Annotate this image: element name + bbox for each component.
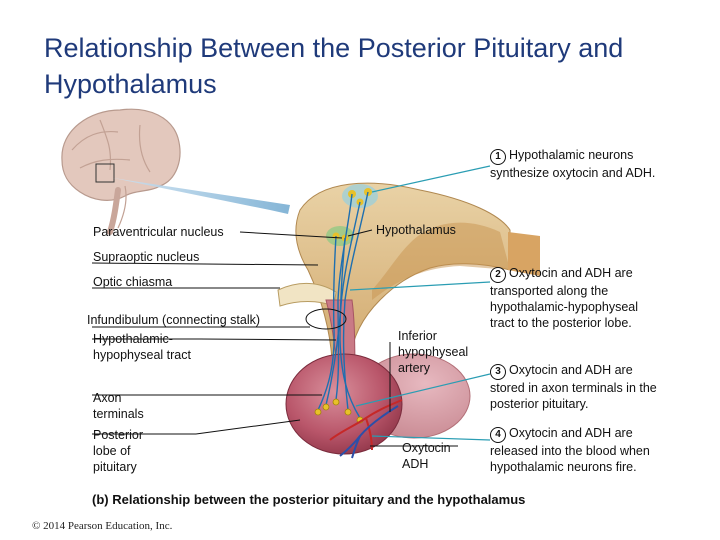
step-2 [490, 265, 660, 331]
figure-caption: (b) Relationship between the posterior pituitary and the hypothalamus [92, 492, 526, 507]
step-text: Oxytocin and ADH are stored in axon terminals in the posterior pituitary. [490, 363, 657, 411]
step-number-badge: 1 [490, 149, 506, 165]
step-3 [490, 362, 660, 412]
copyright-notice: © 2014 Pearson Education, Inc. [32, 520, 173, 532]
step-text: Hypothalamic neurons synthesize oxytocin and ADH. [490, 148, 656, 180]
label-paraventricular-nucleus: Paraventricular nucleus [93, 225, 224, 239]
label-optic-chiasma: Optic chiasma [93, 275, 173, 289]
label-supraoptic-nucleus: Supraoptic nucleus [93, 250, 200, 264]
step-number-badge: 4 [490, 427, 506, 443]
label-hypothalamus: Hypothalamus [376, 223, 456, 237]
label-inferior-hypophyseal-artery: Inferior hypophyseal artery [398, 329, 469, 375]
zoom-arrow [113, 178, 290, 214]
brain-sketch [62, 109, 180, 232]
step-number-badge: 2 [490, 267, 506, 283]
label-infundibulum: Infundibulum (connecting stalk) [87, 313, 261, 327]
step-text: Oxytocin and ADH are transported along the hypothalamic-hypophyseal tract to the posterior lobe. [490, 266, 639, 330]
step-4 [490, 425, 660, 475]
label-posterior-lobe: Posterior lobe of pituitary [93, 428, 144, 474]
step-1 [490, 147, 660, 181]
label-hypothalamic-hypophyseal-tract: Hypothalamic-hypophyseal tract [93, 332, 191, 362]
label-oxytocin-adh: Oxytocin ADH [402, 441, 451, 471]
step-number-badge: 3 [490, 364, 506, 380]
page-title: Relationship Between the Posterior Pituitary and Hypothalamus [44, 33, 624, 99]
step-text: Oxytocin and ADH are released into the blood when hypothalamic neurons fire. [490, 426, 650, 474]
label-axon-terminals: Axon terminals [93, 391, 144, 421]
